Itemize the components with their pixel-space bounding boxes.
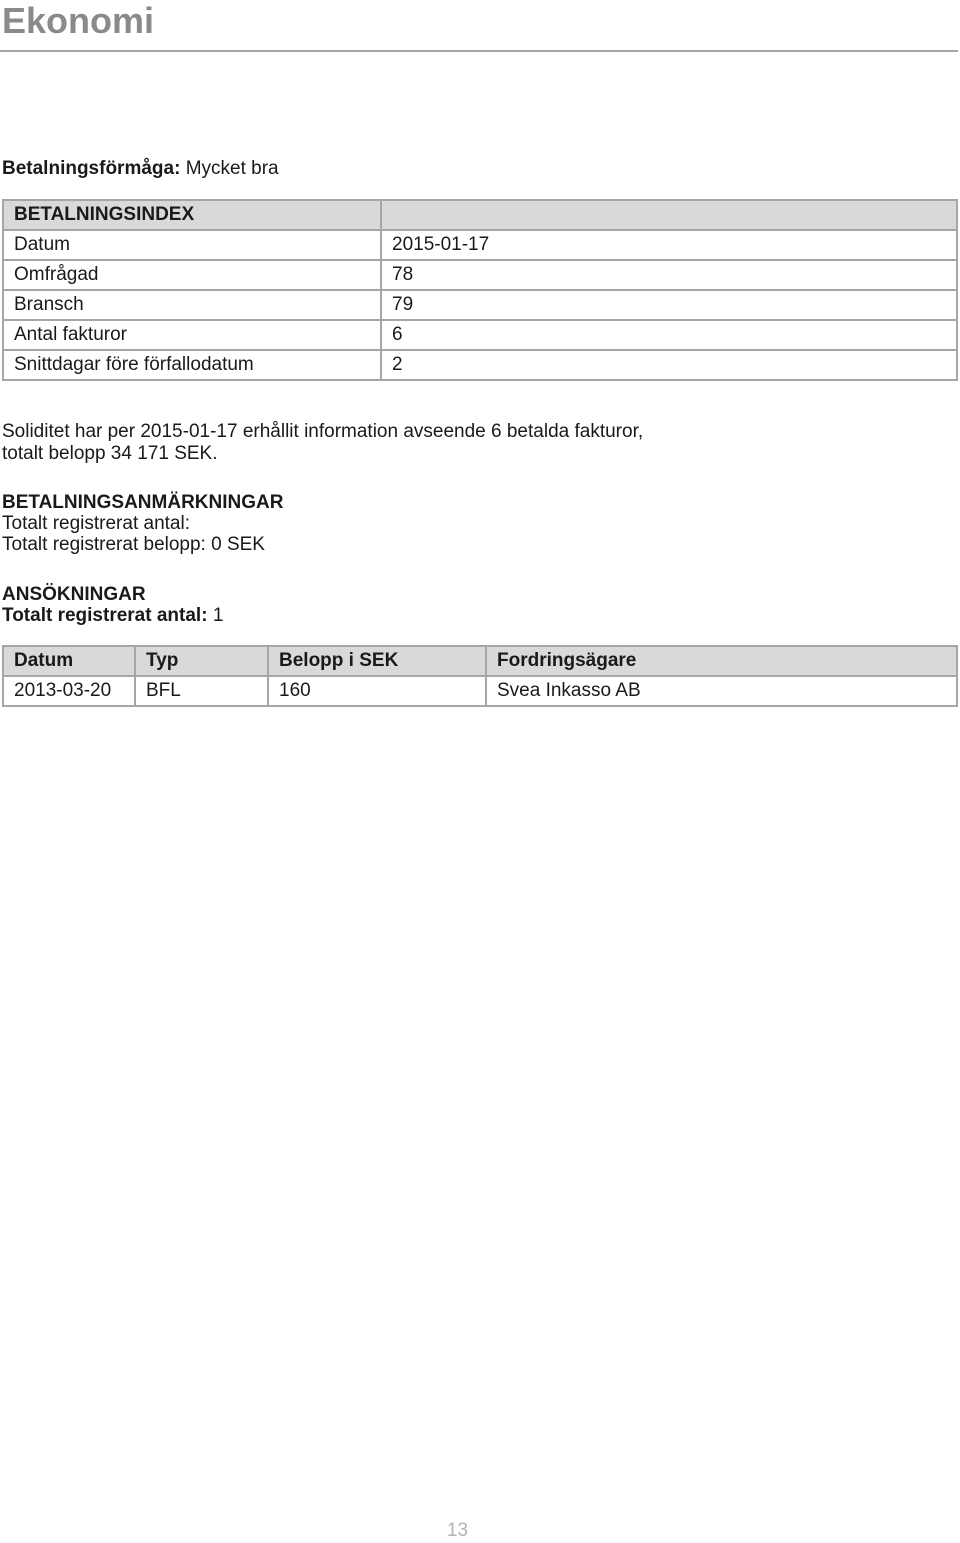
payment-ability-label: Betalningsförmåga: [2,158,181,179]
payment-ability-value: Mycket bra [185,158,279,179]
info-text-line-1: Soliditet har per 2015-01-17 erhållit information avseende 6 betalda fakturor, [2,421,644,442]
cell-typ: BFL [135,676,268,706]
applications-table [2,645,958,707]
table-row [3,290,957,320]
info-text-line-2: totalt belopp 34 171 SEK. [2,443,218,464]
column-header-belopp: Belopp i SEK [268,646,486,676]
remarks-amount: Totalt registrerat belopp: 0 SEK [2,534,265,555]
payment-index-heading-empty [381,200,957,230]
payment-index-heading: BETALNINGSINDEX [3,200,381,230]
remarks-count: Totalt registrerat antal: [2,513,190,534]
cell-belopp: 160 [268,676,486,706]
index-label-omfragad: Omfrågad [3,260,381,290]
column-header-fordringsagare: Fordringsägare [486,646,957,676]
payment-ability [2,158,279,180]
index-value-bransch: 79 [381,290,957,320]
index-value-antal-fakturor: 6 [381,320,957,350]
index-value-datum: 2015-01-17 [381,230,957,260]
cell-fordringsagare: Svea Inkasso AB [486,676,957,706]
table-row [3,230,957,260]
column-header-typ: Typ [135,646,268,676]
applications-count-label: Totalt registrerat antal: [2,605,208,626]
index-label-antal-fakturor: Antal fakturor [3,320,381,350]
cell-datum: 2013-03-20 [3,676,135,706]
remarks-heading: BETALNINGSANMÄRKNINGAR [2,492,284,513]
applications-heading: ANSÖKNINGAR [2,584,146,605]
index-label-datum: Datum [3,230,381,260]
index-value-omfragad: 78 [381,260,957,290]
column-header-datum: Datum [3,646,135,676]
table-row [3,260,957,290]
table-row [3,320,957,350]
page-title: Ekonomi [2,0,155,41]
title-divider [0,50,958,52]
applications-count-value: 1 [212,605,224,626]
applications-header-row [3,646,957,676]
page-number: 13 [446,1520,469,1541]
table-row [3,676,957,706]
payment-index-header-row [3,200,957,230]
payment-index-table [2,199,958,381]
applications-count [2,605,223,627]
index-label-snittdagar: Snittdagar före förfallodatum [3,350,381,380]
index-label-bransch: Bransch [3,290,381,320]
table-row [3,350,957,380]
index-value-snittdagar: 2 [381,350,957,380]
